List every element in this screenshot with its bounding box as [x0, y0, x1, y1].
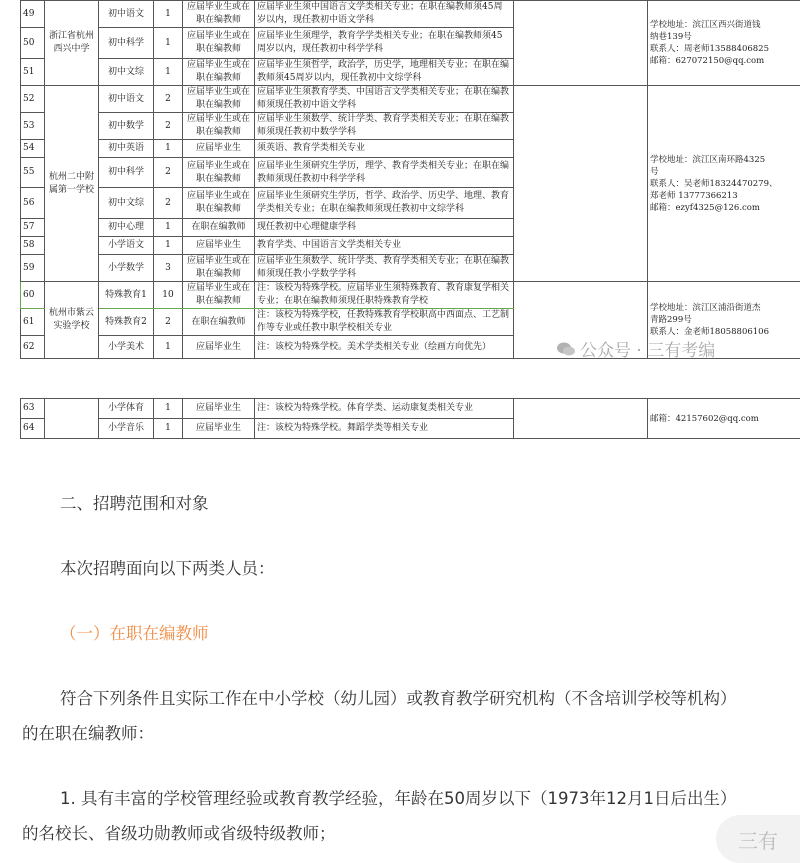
section-title: 二、招聘范围和对象 — [60, 490, 209, 514]
subject: 小学音乐 — [99, 419, 154, 439]
quota: 1 — [154, 140, 183, 158]
requirements: 应届毕业生须哲学，政治学，历史学，地理相关专业；在职在编教师须45周岁以内，现任教初中文综学科 — [255, 59, 514, 86]
quota: 1 — [154, 219, 183, 237]
row-number: 52 — [21, 86, 45, 113]
blank-column — [514, 399, 648, 439]
subject: 特殊教育2 — [99, 309, 154, 336]
row-number: 55 — [21, 158, 45, 188]
subject: 小学语文 — [99, 237, 154, 255]
subject: 初中英语 — [99, 140, 154, 158]
requirements: 注：该校为特殊学校。美术学类相关专业（绘画方向优先） — [255, 336, 514, 359]
table-row — [21, 399, 800, 419]
school-name-continued — [45, 399, 99, 439]
contact-info — [648, 86, 800, 282]
quota: 10 — [154, 282, 183, 309]
requirements: 应届毕业生须研究生学历，理学、教育学类相关专业；在职在编教师须现任教初中科学学科 — [255, 158, 514, 188]
eligibility: 应届毕业生或在职在编教师 — [183, 113, 255, 140]
contact-line: 联系人：吴老师18324470279、 — [650, 178, 798, 190]
row-number: 61 — [21, 309, 45, 336]
contact-block — [650, 302, 798, 338]
contact-line: 邮箱：42157602@qq.com — [650, 413, 798, 425]
recruitment-table-continued — [20, 398, 800, 439]
quota: 1 — [154, 419, 183, 439]
intro-paragraph: 本次招聘面向以下两类人员： — [60, 555, 275, 579]
requirements: 应届毕业生须理学，教育学学类相关专业；在职在编教师须45周岁以内，现任教初中科学学科 — [255, 28, 514, 59]
subject: 初中文综 — [99, 188, 154, 219]
eligibility: 应届毕业生或在职在编教师 — [183, 158, 255, 188]
row-number: 56 — [21, 188, 45, 219]
eligibility: 应届毕业生或在职在编教师 — [183, 282, 255, 309]
quota: 2 — [154, 309, 183, 336]
table-row — [21, 86, 800, 113]
table-row — [21, 282, 800, 309]
subject: 初中数学 — [99, 113, 154, 140]
subject: 小学数学 — [99, 255, 154, 282]
contact-line: 学校地址：滨江区西兴街道钱 — [650, 19, 798, 31]
quota: 1 — [154, 1, 183, 28]
requirements: 应届毕业生须中国语言文学类相关专业；在职在编教师须45周岁以内，现任教初中语文学科 — [255, 1, 514, 28]
requirements: 注：该校为特殊学校。舞蹈学类等相关专业 — [255, 419, 514, 439]
eligibility: 应届毕业生 — [183, 419, 255, 439]
subsection-title: （一）在职在编教师 — [60, 620, 209, 644]
contact-block — [650, 154, 798, 214]
contact-line: 纳巷139号 — [650, 31, 798, 43]
quota: 2 — [154, 158, 183, 188]
floating-button-label: 三有 — [738, 825, 778, 854]
table-row — [21, 1, 800, 28]
school-name: 浙江省杭州西兴中学 — [45, 1, 99, 86]
quota: 2 — [154, 113, 183, 140]
eligibility: 应届毕业生或在职在编教师 — [183, 1, 255, 28]
eligibility: 应届毕业生或在职在编教师 — [183, 86, 255, 113]
requirements: 应届毕业生须数学、统计学类、教育学类相关专业；在职在编教师须现任教初中数学学科 — [255, 113, 514, 140]
subject: 初中科学 — [99, 158, 154, 188]
row-number: 64 — [21, 419, 45, 439]
quota: 1 — [154, 336, 183, 359]
eligibility: 应届毕业生 — [183, 237, 255, 255]
list-item-line: 1. 具有丰富的学校管理经验或教育教学经验，年龄在50周岁以下（1973年12月1日后出生） — [60, 785, 736, 809]
requirements: 注：该校为特殊学校，任教特殊教育学校职高中西面点、工艺制作等专业或任教中职学校相关专业 — [255, 309, 514, 336]
subject: 特殊教育1 — [99, 282, 154, 309]
contact-block — [650, 19, 798, 67]
floating-account-button[interactable] — [716, 815, 800, 863]
row-number: 49 — [21, 1, 45, 28]
contact-line: 邮箱：ezyf4325@126.com — [650, 202, 798, 214]
eligibility: 应届毕业生或在职在编教师 — [183, 188, 255, 219]
quota: 2 — [154, 86, 183, 113]
quota: 1 — [154, 28, 183, 59]
row-number: 53 — [21, 113, 45, 140]
subject: 初中语文 — [99, 1, 154, 28]
wechat-icon — [556, 341, 576, 357]
school-name: 杭州二中附属第一学校 — [45, 86, 99, 282]
row-number: 58 — [21, 237, 45, 255]
row-number: 62 — [21, 336, 45, 359]
subject: 初中语文 — [99, 86, 154, 113]
row-number: 57 — [21, 219, 45, 237]
requirements: 现任教初中心理健康学科 — [255, 219, 514, 237]
contact-line: 学校地址：滨江区南环路4325 — [650, 154, 798, 166]
contact-line: 学校地址：滨江区浦沿街道杰 — [650, 302, 798, 314]
requirements: 注：该校为特殊学校。体育学类、运动康复类相关专业 — [255, 399, 514, 419]
row-number: 54 — [21, 140, 45, 158]
contact-info — [648, 399, 800, 439]
recruitment-table — [20, 0, 800, 359]
contact-line: 联系人：周老师13588406825 — [650, 43, 798, 55]
eligibility: 应届毕业生或在职在编教师 — [183, 28, 255, 59]
quota: 1 — [154, 59, 183, 86]
requirements: 须英语、教育学类相关专业 — [255, 140, 514, 158]
subject: 初中科学 — [99, 28, 154, 59]
row-number: 51 — [21, 59, 45, 86]
school-name: 杭州市紫云实验学校 — [45, 282, 99, 359]
requirements: 应届毕业生须数学、统计学类、教育学类相关专业；在职在编教师须现任教小学数学学科 — [255, 255, 514, 282]
list-item-line: 的名校长、省级功勋教师或省级特级教师； — [22, 820, 336, 844]
subject: 小学体育 — [99, 399, 154, 419]
eligibility: 在职在编教师 — [183, 219, 255, 237]
eligibility: 应届毕业生 — [183, 399, 255, 419]
row-number: 63 — [21, 399, 45, 419]
eligibility: 应届毕业生 — [183, 140, 255, 158]
requirements: 注：该校为特殊学校。应届毕业生须特殊教育、教育康复学相关专业；在职在编教师须现任职特殊教育学校 — [255, 282, 514, 309]
quota: 3 — [154, 255, 183, 282]
requirements: 应届毕业生须教育学类、中国语言文学类相关专业；在职在编教师须现任教初中语文学科 — [255, 86, 514, 113]
eligibility: 应届毕业生 — [183, 336, 255, 359]
requirements: 应届毕业生须研究生学历，哲学、政治学、历史学、地理、教育学类相关专业；在职在编教师须现任教初中文综学科 — [255, 188, 514, 219]
row-number: 59 — [21, 255, 45, 282]
row-number: 60 — [21, 282, 45, 309]
blank-column — [514, 86, 648, 282]
paragraph-line: 符合下列条件且实际工作在中小学校（幼儿园）或教育教学研究机构（不含培训学校等机构） — [60, 685, 737, 709]
contact-line: 号 — [650, 166, 798, 178]
contact-info — [648, 1, 800, 86]
quota: 2 — [154, 188, 183, 219]
quota: 1 — [154, 399, 183, 419]
subject: 小学美术 — [99, 336, 154, 359]
blank-column — [514, 1, 648, 86]
watermark-text: 公众号 · 三有考编 — [580, 336, 715, 361]
eligibility: 应届毕业生或在职在编教师 — [183, 59, 255, 86]
row-number: 50 — [21, 28, 45, 59]
requirements: 教育学类、中国语言文学类相关专业 — [255, 237, 514, 255]
contact-block — [650, 413, 798, 425]
eligibility: 在职在编教师 — [183, 309, 255, 336]
image-gap — [20, 378, 800, 398]
contact-line: 青路299号 — [650, 314, 798, 326]
subject: 初中文综 — [99, 59, 154, 86]
watermark — [556, 336, 715, 361]
subject: 初中心理 — [99, 219, 154, 237]
contact-line: 联系人：金老师18058806106 — [650, 326, 798, 338]
contact-line: 郑老师 13777366213 — [650, 190, 798, 202]
contact-line: 邮箱：627072150@qq.com — [650, 55, 798, 67]
eligibility: 应届毕业生或在职在编教师 — [183, 255, 255, 282]
quota: 1 — [154, 237, 183, 255]
paragraph-line: 的在职在编教师： — [22, 720, 154, 744]
